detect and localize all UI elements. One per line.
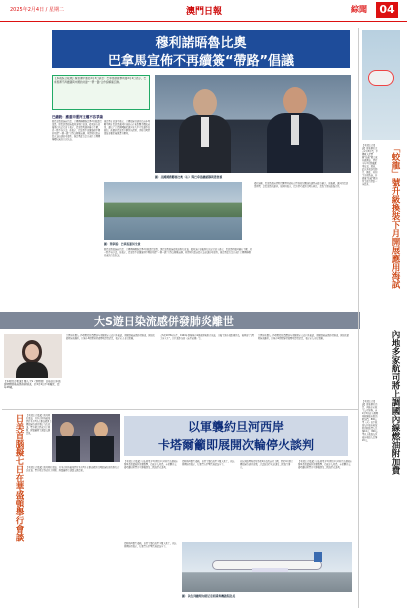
canal-photo (104, 182, 242, 240)
top-story-lead: 【本報綜合報道】據香港中通社2月3日消息：巴拿馬總統穆利諾2月2日表示，巴拿馬將不再續簽與中國的共建“一帶一路”合作諒解備忘錄。 (54, 77, 147, 84)
top-story-body-col4: 據巴拿馬總統府消息，美國國務卿魯比奧2日抵達巴拿馬，與巴拿馬總統穆利諾舉行會談。穆利諾在會後舉行的記者會上表示，巴拿馬對運河擁有主權，這一點不容爭論。他表示，巴拿馬不會續簽與中國的共建“一帶一路”合作諒解備忘錄，並將研究提前終止該協議的可能性。魯比奧此行是其就任美國國務卿以來的首次出訪。 (104, 248, 252, 257)
bottom-story-body-col3: 以色列總理內塔尼亞胡2日啟程前往美國，將於4日與美國總統特朗普會面，討論加沙停火協議第二階段等事宜。 (240, 460, 294, 469)
bottom-story-body-col1: 【本報綜合報道】以色列軍方3日對約旦河西岸北部城市傑寧及周邊地區發動襲擊，造成多人死傷。卡塔爾外交部呼籲以哈雙方立即展開第二階段停火談判。 (124, 460, 178, 469)
person-left-figure (175, 89, 235, 173)
top-story-body-col5: 穆利諾稱，巴拿馬政府將對巴爾博亞港和克里斯托瓦爾港的運營商進行審計。他強調，運河由巴拿馬管理，是巴拿馬的運河。他同時表示，巴方將考慮與美國在移民、投資等領域加強合作。 (254, 182, 349, 188)
bottom-story-body-col2: 巴勒斯坦衞生部稱，以軍空襲造成至少數人死亡。以色列國防軍表示，行動旨在打擊當地武裝分子。 (182, 460, 235, 466)
left-vertical-title: 日美首腦擬七日在華盛頓舉行會談 (14, 414, 24, 542)
officials-photo (155, 75, 351, 173)
bottom-story-body-col4: 【本報綜合報道】以色列軍方3日對約旦河西岸北部城市傑寧及周邊地區發動襲擊，造成多人死傷。卡塔爾外交部呼籲以哈雙方立即展開第二階段停火談判。 (298, 460, 352, 469)
person-right-figure (263, 87, 327, 173)
canal-photo-caption: 圖：望拿媒：巴拿馬運河全景 (104, 242, 141, 246)
top-story-title-line2: 巴拿馬宣佈不再續簽“帶路”倡議 (107, 54, 295, 69)
right-bottom-title: 內地多家航司將上調國內線燃油附加費 (390, 330, 400, 475)
right-story-title: 「蛟龍」號升級換裝下月開展應用海試 (390, 144, 400, 289)
left-margin-strip (4, 30, 48, 310)
top-story-subhead: 巴總統：應重申運河主權不容爭論 (52, 115, 103, 119)
middle-story-body-col1: 台灣知名藝人大S徐熙媛於農曆新年期間與家人赴日本旅遊，期間感染流感併發肺炎，經送院搶救無效離世。其妹小S徐熙娣發表聲明證實消息，表示家人非常悲痛。 (66, 334, 155, 340)
left-story-body: 【本報綜合報道】據共同社報道，日本首相石破茂將於本月7日在華盛頓與美國總統特朗普舉行首次會談。雙方預計將就日美同盟、經貿關係等議題交換意見。 (26, 414, 52, 435)
middle-story-body-col2: 大S於1976年出生，1994年與妹妹小S組成姊妹組合出道，其後主演多部影視作品，被譽為“台灣美容大王”。其代表作包括《流星花園》等。 (160, 334, 254, 340)
leaders-photo (52, 414, 120, 462)
top-story-title-line1: 穆利諾晤魯比奧 (155, 36, 247, 51)
airplane-photo-caption: 圖：以色列總理內塔尼亞胡乘專機啟程赴美 (182, 594, 236, 598)
bottom-story-title-line2: 卡塔爾籲即展開次輪停火談判 (157, 438, 314, 452)
left-story-body-2: 【本報綜合報道】據共同社報道，日本首相石破茂將於本月7日在華盛頓與美國總統特朗普舉行首次會談。雙方預計將就日美同盟、經貿關係等議題交換意見。 (26, 466, 120, 472)
top-story-body-col2: 魯比奧在會談中表示，美國總統特朗普已初步判斷中國在巴拿馬運河區域的存在和影響力構成威脅，違反了美巴兩國關於運河永久中立及運作的條約。他要求巴拿馬立即作出改變，否則美國將採取必要措施維護其權利。 (104, 120, 150, 135)
newspaper-logo: 澳門日報 (186, 7, 223, 17)
submersible-photo (362, 30, 400, 140)
section-name: 綜聞 (351, 5, 367, 14)
top-story-lead-box (52, 75, 150, 110)
right-bottom-body: 【本報綜合報道】據新華社消息，內地多家航空公司宣佈，自2月5日起上調國內航線旅客燃油附加費。800公里（含）以下航段每位旅客收取燃油附加費人民幣10元，800公里以上航段每位旅客收取人民幣20元。 (362, 400, 378, 442)
celebrity-photo (4, 334, 62, 378)
bottom-story-title-line1: 以軍襲約旦河西岸 (187, 420, 284, 434)
right-story-body: 【本報綜合報道】據新華社北京2月3日電，中國載人深潛器“蛟龍”號完成升級換裝，將於今年3月開展應用海試。據悉，此次升級涉及動力、推進、控制等多個系統，升級後“蛟龍”號的作業能力將進一步提升。 (362, 144, 378, 186)
middle-story-body-col3: 台灣知名藝人大S徐熙媛於農曆新年期間與家人赴日本旅遊，期間感染流感併發肺炎，經送院搶救無效離世。其妹小S徐熙娣發表聲明證實消息，表示家人非常悲痛。 (258, 334, 350, 340)
header-date: 2025年2月4日 / 星期二 (10, 7, 64, 13)
airplane-photo (182, 542, 352, 592)
officials-photo-caption: 圖：美國國務卿魯比奧（右）與巴拿馬總統穆利諾會談 (155, 175, 223, 179)
section-divider (2, 409, 358, 410)
page-number: 04 (376, 2, 398, 18)
column-divider (358, 28, 359, 608)
bottom-story-body-col5: 巴勒斯坦衞生部稱，以軍空襲造成至少數人死亡。以色列國防軍表示，行動旨在打擊當地武裝分子。 (124, 542, 177, 548)
middle-banner-title: 大S遊日染流感併發肺炎離世 (94, 315, 234, 328)
middle-story-caption: 【本報綜合報道】藝人大S（徐熙媛）日前赴日本旅遊期間感染流感併發肺炎，於2月2日不幸離世，終年48歲。 (4, 380, 61, 389)
top-story-body-col1: 據巴拿馬總統府消息，美國國務卿魯比奧2日抵達巴拿馬，與巴拿馬總統穆利諾舉行會談。穆利諾在會後舉行的記者會上表示，巴拿馬對運河擁有主權，這一點不容爭論。他表示，巴拿馬不會續簽與中國的共建“一帶一路”合作諒解備忘錄，並將研究提前終止該協議的可能性。魯比奧此行是其就任美國國務卿以來的首次出訪。 (52, 120, 102, 141)
